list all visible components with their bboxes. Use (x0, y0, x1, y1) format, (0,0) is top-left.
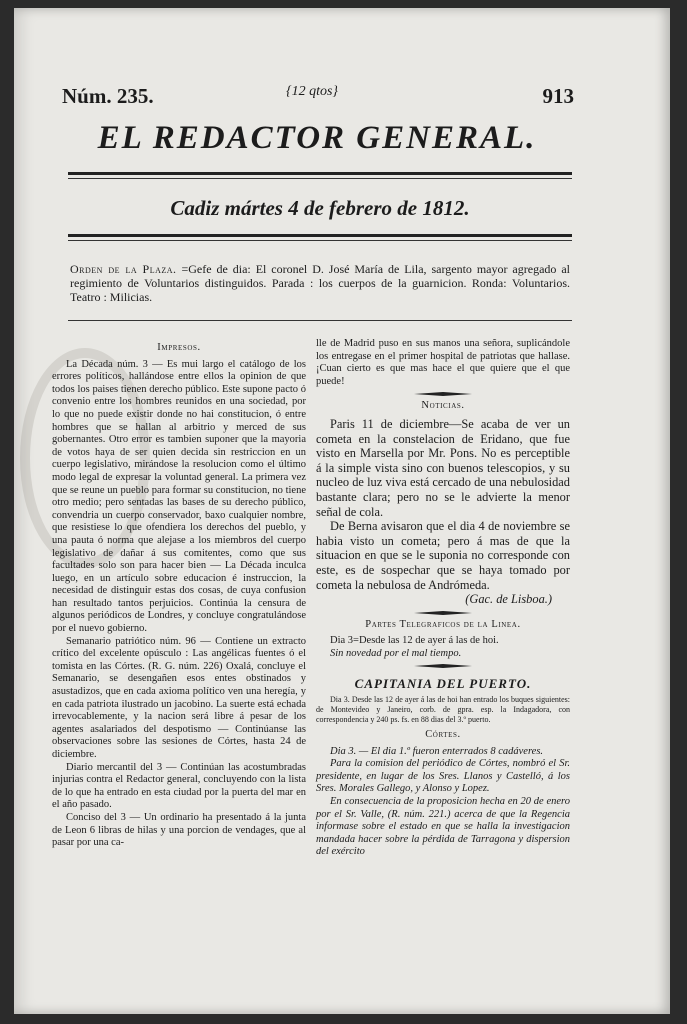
orden-label: Orden de la Plaza. (70, 262, 177, 276)
cortes-line-2: Para la comision del periódico de Córtes, nombró el Sr. presidente, en lugar de los Sres. Llanos y Castelló, á los Sres. Morales Gallego, y Alonso y Lopez. (316, 758, 570, 795)
partes-line-2: Sin novedad por el mal tiempo. (330, 647, 462, 659)
orden-text: =Gefe de dia: El coronel D. José María de Lila, sargento mayor agregado al regimiento de Voluntarios distinguidos. Parada : los cuerpos de la guarnicion. Ronda: Voluntarios. Teatro : Milicias. (70, 262, 570, 304)
partes-line-1: Dia 3=Desde las 12 de ayer á las de hoi. (330, 635, 499, 647)
cortes-line-1: Dia 3. — El dia 1.º fueron enterrados 8 cadáveres. (330, 745, 544, 757)
title-rule-thin (68, 178, 572, 179)
noticias-heading: Noticias. (421, 400, 465, 412)
impresos-conciso: Conciso del 3 — Un ordinario ha presentado á la junta de Leon 6 libras de hilas y una porcion de vendages, que al pasar por una ca- (52, 811, 306, 849)
page-number: 913 (542, 84, 574, 108)
conciso-continuation: lle de Madrid puso en sus manos una señora, suplicándole los entregase en el primer hospital de patriotas que hallase. ¡Cuan cierto es que mas hace el que quiere que el que puede! (316, 338, 570, 387)
newspaper-page (14, 8, 670, 1014)
masthead-top-line (62, 84, 574, 108)
issue-number: Núm. 235. (62, 84, 154, 108)
noticias-paris: Paris 11 de diciembre—Se acaba de ver un cometa en la constelacion de Eridano, que fue visto en Marsella por Mr. Pons. No es perceptible á la simple vista sino con buenos telescopios, y su nucleo de luz viva está cercado de una nebulosidad bastante clara; pero no se le advierte la menor señal de cola. (316, 416, 570, 519)
impresos-diario: Diario mercantil del 3 — Continúan las acostumbradas injurias contra el Redactor general, concluyendo con la lista de lo que ha entrado en esta ciudad por la puerta del mar en el año pasado. (52, 761, 306, 811)
section-rule (68, 320, 572, 321)
ornament-divider (414, 392, 472, 396)
noticias-berna: De Berna avisaron que el dia 4 de noviembre se habia visto un cometa; pero á mas de que la situacion en que se le suponia no corresponde con este, es de sospechar que se haya tomado por cometa la nebulosa de Andrómeda. (316, 519, 570, 592)
impresos-decada: La Década núm. 3 — Es mui largo el catálogo de los errores políticos, hallándose entre ellos la opinion de que todos los paises tienen derecho público. Este supone pacto ó convenio entre los hombres reunidos en una sociedad, por lo que no puede existir donde no hai constitucion, ó entre hombres que se hallan al arbitrio y merced de sus gobernantes. Otro error es tambien suponer que la mayoria de votos haya de ser quien decida sin restriccion en un cuerpo legislativo, mirándose la resolucion como el último modo legal de expresar la voluntad general. La primera vez que se reune un pueblo para formar su constitucion, no tiene otro medio; pero sentadas las bases de su derecho público, convendria un cuerpo conservador, baxo cualquier nombre, que resistiese lo que ofendiera los derechos del pueblo, y una pauta ó norma que alejase a los miembros del cuerpo legislativo de dañar á sus comitentes, como que sus facultades solo son para hacer bien — La Década inculca luego, en un artículo sobre educacion é instruccion, la necesidad de distinguir estas dos cosas, de cuya confusion han resultado tantos perjuicios. Continúa la censura de algunos periódicos de Londres, y concluye congratulándose por el nuevo gobierno. (52, 358, 306, 635)
issue-price: {12 qtos} (286, 84, 339, 99)
ornament-divider (414, 664, 472, 668)
capitania-text: Dia 3. Desde las 12 de ayer á las de hoi han entrado los buques siguientes: de Montevideo y Janeiro, corb. de gpra. esp. la Indagadora, con correspondencia y 240 ps. fs. en 88 dias del 3.º puerto. (316, 695, 570, 725)
impresos-heading: Impresos. (157, 342, 201, 353)
orden-de-la-plaza (70, 262, 570, 304)
impresos-semanario: Semanario patriótico núm. 96 — Contiene un extracto crítico del excelente opúsculo : Las angélicas fuentes ó el tomista en las Córtes. (R. G. núm. 226) Oxalá, concluye el Semanario, se desengañen esos entes obstinados y asustadizos, que en cada axioma político ven una heregía, y en cada patriota ilustrado un jacobino. La suerte está echada irrevocablemente, y la nacion será libre á pesar de los agentes asalariados del despotismo — Continúanse las observaciones sobre las sesiones de Córtes, hasta 24 de diciembre. (52, 635, 306, 760)
noticias-citation: (Gac. de Lisboa.) (465, 592, 552, 607)
column-right (316, 338, 570, 859)
capitania-heading: CAPITANIA DEL PUERTO. (354, 676, 532, 692)
ornament-divider (414, 611, 472, 615)
column-left (52, 338, 306, 850)
title-rule-thick (68, 172, 572, 175)
cortes-heading: Córtes. (425, 729, 461, 741)
dateline: Cadiz mártes 4 de febrero de 1812. (170, 196, 470, 220)
partes-heading: Partes Telegraficos de la Linea. (365, 618, 521, 630)
newspaper-title: EL REDACTOR GENERAL. (97, 120, 537, 156)
date-rule-thick (68, 234, 572, 237)
date-rule-thin (68, 240, 572, 241)
cortes-line-3: En consecuencia de la proposicion hecha en 20 de enero por el Sr. Valle, (R. núm. 221.) acerca de que la Regencia informase sobre el estado en que se halla la investigacion mandada hacer sobre la pérdida de Tarragona y dispersion del exército (316, 796, 570, 858)
